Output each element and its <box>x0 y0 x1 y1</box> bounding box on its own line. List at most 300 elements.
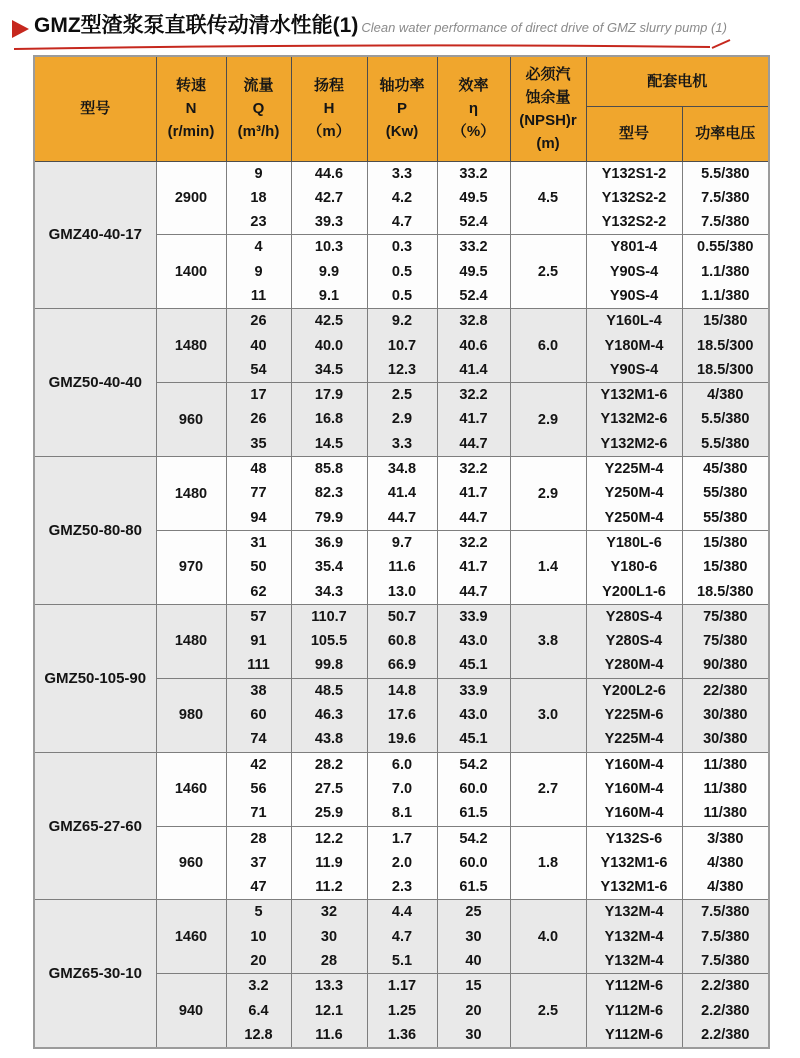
npsh-cell: 2.9 <box>510 457 586 531</box>
head-cell: 16.8 <box>314 411 344 428</box>
pump-table-body <box>34 161 769 1048</box>
motor-power-cell: 75/380 <box>703 608 748 625</box>
motor-power-cell: 11/380 <box>703 805 748 822</box>
head-cell: 35.4 <box>314 559 344 576</box>
motor-power-cell: 15/380 <box>703 559 748 576</box>
head-cell: 12.1 <box>314 1002 344 1019</box>
motor-power-cell-column <box>682 235 769 309</box>
col-header-motor-model: 型号 <box>586 106 682 161</box>
flow-cell: 17 <box>250 387 267 404</box>
flow-cell: 5 <box>254 904 263 921</box>
head-cell: 44.6 <box>314 165 344 182</box>
motor-model-cell: Y90S-4 <box>609 287 659 304</box>
motor-power-cell-column <box>682 604 769 678</box>
flow-cell: 11 <box>250 287 267 304</box>
motor-power-cell: 45/380 <box>703 461 748 478</box>
npsh-cell: 1.4 <box>510 530 586 604</box>
npsh-cell: 6.0 <box>510 309 586 383</box>
flow-cell: 50 <box>250 559 267 576</box>
npsh-cell: 1.8 <box>510 826 586 900</box>
head-cell: 79.9 <box>314 509 344 526</box>
power-cell: 2.0 <box>391 854 413 871</box>
head-cell: 105.5 <box>310 633 348 650</box>
efficiency-cell: 32.2 <box>459 461 488 478</box>
efficiency-cell: 32.2 <box>459 534 488 551</box>
head-cell: 17.9 <box>314 387 344 404</box>
motor-power-cell-column <box>682 530 769 604</box>
flow-cell: 54 <box>250 361 267 378</box>
efficiency-cell-column <box>437 383 510 457</box>
head-cell: 42.5 <box>314 313 344 330</box>
power-cell: 12.3 <box>387 361 417 378</box>
efficiency-cell: 20 <box>465 1002 482 1019</box>
col-header-head <box>291 56 367 161</box>
motor-power-cell: 7.5/380 <box>701 189 750 206</box>
efficiency-cell-column <box>437 235 510 309</box>
head-cell-column <box>291 235 367 309</box>
motor-model-cell: Y160M-4 <box>604 780 664 797</box>
motor-model-cell: Y132M-4 <box>604 928 664 945</box>
motor-model-cell: Y132M-4 <box>604 904 664 921</box>
efficiency-cell: 41.7 <box>459 411 488 428</box>
motor-power-cell-column <box>682 900 769 974</box>
power-cell: 1.25 <box>387 1002 417 1019</box>
flow-cell: 4 <box>254 239 263 256</box>
motor-model-cell: Y225M-6 <box>604 707 664 724</box>
npsh-cell: 3.8 <box>510 604 586 678</box>
motor-power-cell: 7.5/380 <box>701 214 750 231</box>
efficiency-cell: 60.0 <box>459 854 488 871</box>
motor-power-cell: 7.5/380 <box>701 928 750 945</box>
flow-cell: 18 <box>250 189 267 206</box>
col-header-model: 型号 <box>34 56 156 161</box>
efficiency-cell-column <box>437 457 510 531</box>
motor-model-cell: Y90S-4 <box>609 263 659 280</box>
col-header-eff-line: η <box>468 100 479 118</box>
col-header-speed-line: N <box>185 100 197 118</box>
power-cell: 9.2 <box>391 313 413 330</box>
power-cell-column <box>367 457 437 531</box>
flow-cell-column <box>226 457 291 531</box>
flow-cell: 9 <box>254 263 263 280</box>
power-cell: 5.1 <box>391 953 413 969</box>
head-cell: 85.8 <box>314 461 344 478</box>
motor-power-cell-column <box>682 161 769 235</box>
flow-cell-column <box>226 752 291 826</box>
table-row <box>34 309 769 383</box>
col-header-flow-line: (m³/h) <box>237 123 280 141</box>
motor-model-cell: Y132S2-2 <box>601 214 667 231</box>
pump-model-cell: GMZ50-80-80 <box>34 457 156 605</box>
npsh-cell: 3.0 <box>510 678 586 752</box>
pump-model-cell: GMZ50-105-90 <box>34 604 156 752</box>
npsh-cell: 2.5 <box>510 235 586 309</box>
motor-power-cell: 2.2/380 <box>701 1026 750 1043</box>
head-cell: 34.3 <box>314 583 344 600</box>
motor-power-cell: 18.5/300 <box>697 337 754 354</box>
head-cell: 46.3 <box>314 707 344 724</box>
efficiency-cell: 40.6 <box>459 337 488 354</box>
efficiency-cell: 33.9 <box>459 608 488 625</box>
efficiency-cell-column <box>437 974 510 1048</box>
efficiency-cell: 40 <box>465 953 482 969</box>
motor-model-cell-column <box>586 678 682 752</box>
motor-model-cell: Y132M1-6 <box>600 387 668 404</box>
motor-model-cell: Y132S2-2 <box>601 189 667 206</box>
flow-cell: 3.2 <box>248 978 269 995</box>
head-cell: 11.6 <box>315 1026 343 1043</box>
motor-model-cell: Y180M-4 <box>604 337 664 354</box>
power-cell-column <box>367 235 437 309</box>
flow-cell: 10 <box>250 928 267 945</box>
motor-power-cell: 55/380 <box>703 485 748 502</box>
col-header-npsh-line: 蚀余量 <box>525 88 571 106</box>
motor-power-cell-column <box>682 752 769 826</box>
table-row <box>34 457 769 531</box>
efficiency-cell: 33.2 <box>459 239 488 256</box>
col-header-flow-line: 流量 <box>243 77 274 95</box>
power-cell: 1.36 <box>387 1026 417 1043</box>
head-cell: 39.3 <box>314 214 344 231</box>
flow-cell: 40 <box>250 337 267 354</box>
motor-power-cell: 18.5/300 <box>697 361 754 378</box>
head-cell: 12.2 <box>314 830 344 847</box>
pump-model-cell: GMZ40-40-17 <box>34 161 156 309</box>
head-cell: 43.8 <box>314 731 344 748</box>
efficiency-cell: 41.7 <box>459 559 488 576</box>
col-header-npsh-line: (NPSH)r <box>519 111 577 129</box>
motor-model-cell-column <box>586 530 682 604</box>
efficiency-cell-column <box>437 530 510 604</box>
motor-power-cell: 30/380 <box>703 731 748 748</box>
efficiency-cell: 43.0 <box>459 707 488 724</box>
motor-power-cell: 7.5/380 <box>701 953 750 969</box>
flow-cell-column <box>226 530 291 604</box>
efficiency-cell-column <box>437 604 510 678</box>
motor-model-cell: Y112M-6 <box>604 978 664 995</box>
col-header-head-line: H <box>323 100 335 118</box>
head-cell: 28 <box>320 953 338 969</box>
motor-model-cell: Y225M-4 <box>604 461 664 478</box>
motor-power-cell: 4/380 <box>707 854 744 871</box>
efficiency-cell-column <box>437 900 510 974</box>
efficiency-cell: 44.7 <box>459 435 488 452</box>
head-cell: 36.9 <box>314 534 344 551</box>
motor-model-cell-column <box>586 309 682 383</box>
speed-cell: 960 <box>156 383 226 457</box>
power-cell: 14.8 <box>387 682 417 699</box>
flow-cell-column <box>226 604 291 678</box>
flow-cell: 37 <box>250 854 267 871</box>
motor-model-cell: Y132M1-6 <box>600 854 668 871</box>
speed-cell: 970 <box>156 530 226 604</box>
motor-power-cell: 1.1/380 <box>701 263 750 280</box>
speed-cell: 940 <box>156 974 226 1048</box>
flow-cell: 23 <box>250 214 267 231</box>
flow-cell-column <box>226 309 291 383</box>
speed-cell: 1400 <box>156 235 226 309</box>
head-cell: 9.1 <box>318 287 340 304</box>
power-cell: 0.5 <box>391 263 413 280</box>
efficiency-cell: 41.4 <box>459 361 488 378</box>
flow-cell-column <box>226 161 291 235</box>
motor-model-cell: Y132S-6 <box>605 830 663 847</box>
motor-power-cell: 3/380 <box>707 830 744 847</box>
efficiency-cell: 33.2 <box>459 165 488 182</box>
motor-model-cell: Y180L-6 <box>606 534 662 551</box>
power-cell-column <box>367 530 437 604</box>
motor-model-cell-column <box>586 900 682 974</box>
power-cell-column <box>367 752 437 826</box>
head-cell-column <box>291 309 367 383</box>
efficiency-cell-column <box>437 309 510 383</box>
flow-cell: 56 <box>250 780 267 797</box>
power-cell: 3.3 <box>391 435 413 452</box>
flow-cell: 47 <box>250 879 267 896</box>
npsh-cell: 4.0 <box>510 900 586 974</box>
motor-model-cell-column <box>586 457 682 531</box>
flow-cell: 9 <box>254 165 263 182</box>
motor-model-cell-column <box>586 383 682 457</box>
col-header-eff-line: 效率 <box>458 77 489 95</box>
motor-model-cell-column <box>586 604 682 678</box>
speed-cell: 1460 <box>156 900 226 974</box>
col-header-motor-group: 配套电机 <box>586 56 769 106</box>
efficiency-cell: 61.5 <box>459 805 488 822</box>
col-header-npsh <box>510 56 586 161</box>
col-header-head-line: 扬程 <box>313 77 344 95</box>
power-cell: 4.4 <box>391 904 413 921</box>
col-header-npsh-line: (m) <box>536 134 560 152</box>
motor-model-cell: Y160M-4 <box>604 805 664 822</box>
power-cell-column <box>367 383 437 457</box>
col-header-flow <box>226 56 291 161</box>
flow-cell: 91 <box>250 633 267 650</box>
head-cell: 28.2 <box>314 756 344 773</box>
power-cell-column <box>367 604 437 678</box>
col-header-motor-power: 功率电压 <box>682 106 769 161</box>
head-cell-column <box>291 974 367 1048</box>
power-cell: 3.3 <box>391 165 413 182</box>
title-underline <box>12 39 738 53</box>
col-header-power-line: 轴功率 <box>379 77 425 95</box>
flow-cell: 60 <box>250 707 267 724</box>
motor-model-cell: Y225M-4 <box>604 731 664 748</box>
motor-model-cell: Y280S-4 <box>605 633 663 650</box>
col-header-power-line: (Kw) <box>385 123 419 141</box>
motor-model-cell: Y160L-4 <box>606 313 662 330</box>
table-row <box>34 161 769 235</box>
flow-cell: 94 <box>250 509 267 526</box>
head-cell: 48.5 <box>314 682 344 699</box>
motor-power-cell: 0.55/380 <box>697 239 754 256</box>
motor-power-cell: 55/380 <box>703 509 748 526</box>
motor-model-cell: Y132M-4 <box>604 953 664 969</box>
pump-model-cell: GMZ65-27-60 <box>34 752 156 900</box>
flow-cell-column <box>226 235 291 309</box>
flow-cell: 26 <box>250 313 267 330</box>
motor-power-cell: 75/380 <box>703 633 748 650</box>
efficiency-cell: 49.5 <box>459 189 488 206</box>
power-cell: 2.3 <box>391 879 413 896</box>
head-cell: 32 <box>320 904 338 921</box>
pump-performance-table <box>33 55 770 1049</box>
efficiency-cell: 52.4 <box>459 287 488 304</box>
flow-cell-column <box>226 383 291 457</box>
power-cell: 34.8 <box>387 461 417 478</box>
motor-model-cell: Y250M-4 <box>604 485 664 502</box>
efficiency-cell: 52.4 <box>459 214 488 231</box>
efficiency-cell: 54.2 <box>459 756 488 773</box>
col-header-shaft-power <box>367 56 437 161</box>
power-cell-column <box>367 161 437 235</box>
power-cell: 8.1 <box>391 805 413 822</box>
motor-model-cell: Y250M-4 <box>604 509 664 526</box>
col-header-eff-line: （%） <box>451 123 496 141</box>
flow-cell: 26 <box>250 411 267 428</box>
head-cell: 99.8 <box>314 657 344 674</box>
pump-model-cell: GMZ65-30-10 <box>34 900 156 1048</box>
flow-cell: 6.4 <box>248 1002 269 1019</box>
efficiency-cell: 49.5 <box>459 263 488 280</box>
head-cell: 110.7 <box>311 608 347 625</box>
head-cell: 9.9 <box>318 263 340 280</box>
efficiency-cell: 33.9 <box>459 682 488 699</box>
power-cell: 1.17 <box>387 978 417 995</box>
flow-cell: 111 <box>247 657 270 674</box>
flow-cell: 57 <box>250 608 267 625</box>
motor-model-cell: Y132M1-6 <box>600 879 668 896</box>
table-header <box>34 56 769 161</box>
power-cell: 4.7 <box>391 928 413 945</box>
power-cell-column <box>367 309 437 383</box>
efficiency-cell-column <box>437 826 510 900</box>
head-cell: 42.7 <box>314 189 344 206</box>
pump-model-cell: GMZ50-40-40 <box>34 309 156 457</box>
col-header-speed-line: (r/min) <box>167 123 215 141</box>
page-header <box>12 9 768 55</box>
motor-power-cell-column <box>682 309 769 383</box>
head-cell: 25.9 <box>314 805 344 822</box>
head-cell: 34.5 <box>314 361 344 378</box>
motor-power-cell-column <box>682 457 769 531</box>
power-cell-column <box>367 678 437 752</box>
flow-cell: 42 <box>250 756 267 773</box>
motor-power-cell: 7.5/380 <box>701 904 750 921</box>
efficiency-cell-column <box>437 678 510 752</box>
npsh-cell: 2.9 <box>510 383 586 457</box>
flow-cell: 77 <box>250 485 267 502</box>
head-cell: 10.3 <box>314 239 344 256</box>
motor-power-cell: 30/380 <box>703 707 748 724</box>
motor-model-cell: Y280M-4 <box>604 657 664 674</box>
table-row <box>34 752 769 826</box>
col-header-flow-line: Q <box>252 100 265 118</box>
motor-power-cell: 15/380 <box>703 313 748 330</box>
flow-cell: 12.8 <box>244 1026 273 1043</box>
efficiency-cell: 61.5 <box>459 879 488 896</box>
motor-model-cell: Y90S-4 <box>609 361 659 378</box>
flow-cell: 74 <box>250 731 267 748</box>
flow-cell: 31 <box>250 534 267 551</box>
flow-cell: 35 <box>250 435 267 452</box>
head-cell: 82.3 <box>314 485 344 502</box>
efficiency-cell-column <box>437 752 510 826</box>
motor-power-cell: 2.2/380 <box>701 978 750 995</box>
motor-power-cell: 11/380 <box>703 780 748 797</box>
efficiency-cell: 15 <box>465 978 482 995</box>
power-cell: 44.7 <box>387 509 417 526</box>
motor-power-cell: 1.1/380 <box>701 287 750 304</box>
col-header-speed-line: 转速 <box>175 77 206 95</box>
col-header-power-line: P <box>396 100 407 118</box>
head-cell-column <box>291 900 367 974</box>
efficiency-cell: 30 <box>465 1026 482 1043</box>
motor-model-cell-column <box>586 752 682 826</box>
motor-power-cell-column <box>682 974 769 1048</box>
motor-power-cell: 4/380 <box>707 387 744 404</box>
flow-cell-column <box>226 900 291 974</box>
motor-model-cell: Y160M-4 <box>604 756 664 773</box>
motor-power-cell: 5.5/380 <box>701 165 750 182</box>
flow-cell: 48 <box>250 461 267 478</box>
power-cell-column <box>367 974 437 1048</box>
power-cell: 4.2 <box>391 189 413 206</box>
power-cell: 11.6 <box>388 559 416 576</box>
efficiency-cell: 30 <box>465 928 482 945</box>
motor-power-cell: 22/380 <box>703 682 748 699</box>
motor-power-cell-column <box>682 383 769 457</box>
flow-cell: 28 <box>250 830 267 847</box>
power-cell-column <box>367 826 437 900</box>
motor-power-cell-column <box>682 678 769 752</box>
motor-model-cell: Y132M2-6 <box>600 411 668 428</box>
speed-cell: 1460 <box>156 752 226 826</box>
motor-power-cell: 5.5/380 <box>701 435 750 452</box>
head-cell: 11.9 <box>315 854 343 871</box>
power-cell: 2.5 <box>391 387 413 404</box>
col-header-efficiency <box>437 56 510 161</box>
table-row <box>34 900 769 974</box>
flow-cell: 20 <box>250 953 267 969</box>
flow-cell-column <box>226 826 291 900</box>
flow-cell: 62 <box>250 583 267 600</box>
efficiency-cell: 25 <box>465 904 482 921</box>
title-arrow-icon <box>12 20 29 38</box>
head-cell-column <box>291 383 367 457</box>
flow-cell-column <box>226 974 291 1048</box>
head-cell-column <box>291 457 367 531</box>
power-cell-column <box>367 900 437 974</box>
power-cell: 13.0 <box>387 583 417 600</box>
speed-cell: 1480 <box>156 309 226 383</box>
col-header-speed <box>156 56 226 161</box>
efficiency-cell: 32.2 <box>459 387 488 404</box>
col-header-npsh-line: 必须汽 <box>525 65 571 83</box>
power-cell: 66.9 <box>387 657 417 674</box>
power-cell: 17.6 <box>387 707 417 724</box>
speed-cell: 960 <box>156 826 226 900</box>
efficiency-cell: 32.8 <box>459 313 488 330</box>
efficiency-cell: 60.0 <box>459 780 488 797</box>
power-cell: 7.0 <box>391 780 413 797</box>
head-cell: 30 <box>320 928 338 945</box>
motor-model-cell: Y200L2-6 <box>602 682 666 699</box>
npsh-cell: 4.5 <box>510 161 586 235</box>
power-cell: 19.6 <box>387 731 417 748</box>
head-cell-column <box>291 826 367 900</box>
motor-power-cell: 18.5/380 <box>697 583 754 600</box>
